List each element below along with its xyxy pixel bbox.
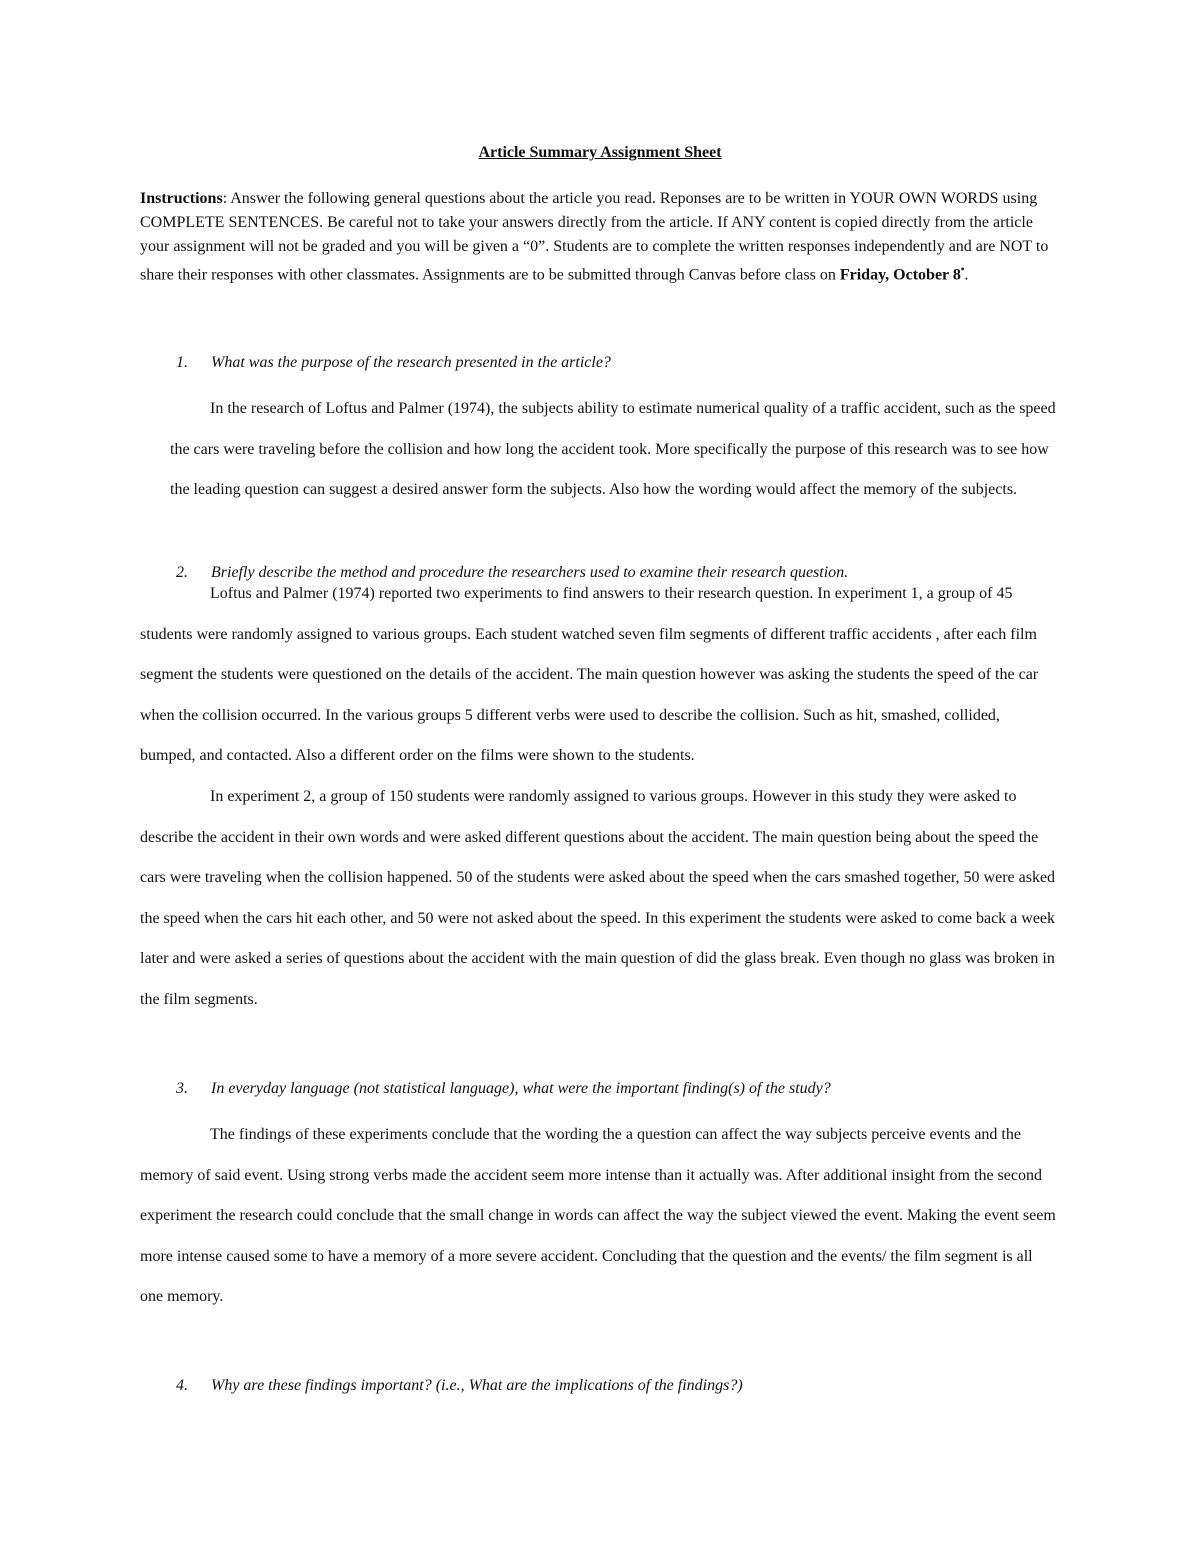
deadline-suffix: • (960, 265, 965, 276)
answer-3 (140, 1115, 1058, 1318)
answer-2 (140, 574, 1058, 1021)
question-number: 3. (176, 1080, 188, 1097)
question-text: What was the purpose of the research presented in the article? (211, 354, 611, 371)
question-number: 2. (176, 564, 188, 581)
answer-1 (140, 389, 1058, 511)
instructions-label: Instructions (140, 190, 223, 207)
instructions-end: . (964, 266, 969, 284)
page-title: Article Summary Assignment Sheet (478, 144, 722, 161)
instructions-block (140, 187, 1060, 287)
question-number: 4. (176, 1377, 188, 1394)
question-4 (176, 1376, 1056, 1396)
question-1 (176, 353, 1056, 373)
question-text: In everyday language (not statistical language), what were the important finding(s) of the study? (211, 1080, 831, 1097)
deadline-date: Friday, October 8 (839, 266, 961, 284)
question-number: 1. (176, 354, 188, 371)
question-text: Briefly describe the method and procedure the researchers used to examine their research question. (211, 564, 849, 581)
answer-paragraph: In experiment 2, a group of 150 students were randomly assigned to various groups. However in this study they were asked to describe the accident in their own words and were asked different questions about the accident. The main question being about the speed the cars were traveling when the collision happened. 50 of the students were asked about the speed when the cars smashed together, 50 were asked the speed when the cars hit each other, and 50 were not asked about the speed. In this experiment the students were asked to come back a week later and were asked a series of questions about the accident with the main question of did the glass break. Even though no glass was broken in the film segments. (140, 787, 1056, 1008)
answer-paragraph: Loftus and Palmer (1974) reported two experiments to find answers to their research question. In experiment 1, a group of 45 students were randomly assigned to various groups. Each student watched seven film segments of different traffic accidents , after each film segment the students were questioned on the details of the accident. The main question however was asking the students the speed of the car when the collision occurred. In the various groups 5 different verbs were used to describe the collision. Such as hit, smashed, collided, bumped, and contacted. Also a different order on the films were shown to the students. (140, 585, 1039, 765)
instructions-paragraph (140, 187, 1060, 287)
answer-paragraph: In the research of Loftus and Palmer (1974), the subjects ability to estimate numerical quality of a traffic accident, such as the speed the cars were traveling before the collision and how long the accident took. More specifically the purpose of this research was to see how the leading question can suggest a desired answer form the subjects. Also how the wording would affect the memory of the subjects. (170, 400, 1056, 499)
instructions-text: : Answer the following general questions about the article you read. Reponses are to be written in YOUR OWN WORDS using COMPLETE SENTENCES. Be careful not to take your answers directly from the article. If ANY content is copied directly from the article your assignment will not be graded and you will be given a “0”. Students are to complete the written responses independently and are NOT to share their responses with other classmates. Assignments are to be submitted through Canvas before class on (140, 190, 1049, 284)
answer-paragraph: The findings of these experiments conclude that the wording the a question can affect the way subjects perceive events and the memory of said event. Using strong verbs made the accident seem more intense than it actually was. After additional insight from the second experiment the research could conclude that the small change in words can affect the way the subject viewed the event. Making the event seem more intense caused some to have a memory of a more severe accident. Concluding that the question and the events/ the film segment is all one memory. (140, 1126, 1056, 1306)
question-text: Why are these findings important? (i.e., What are the implications of the findings?) (211, 1377, 743, 1394)
question-3 (176, 1079, 1056, 1099)
